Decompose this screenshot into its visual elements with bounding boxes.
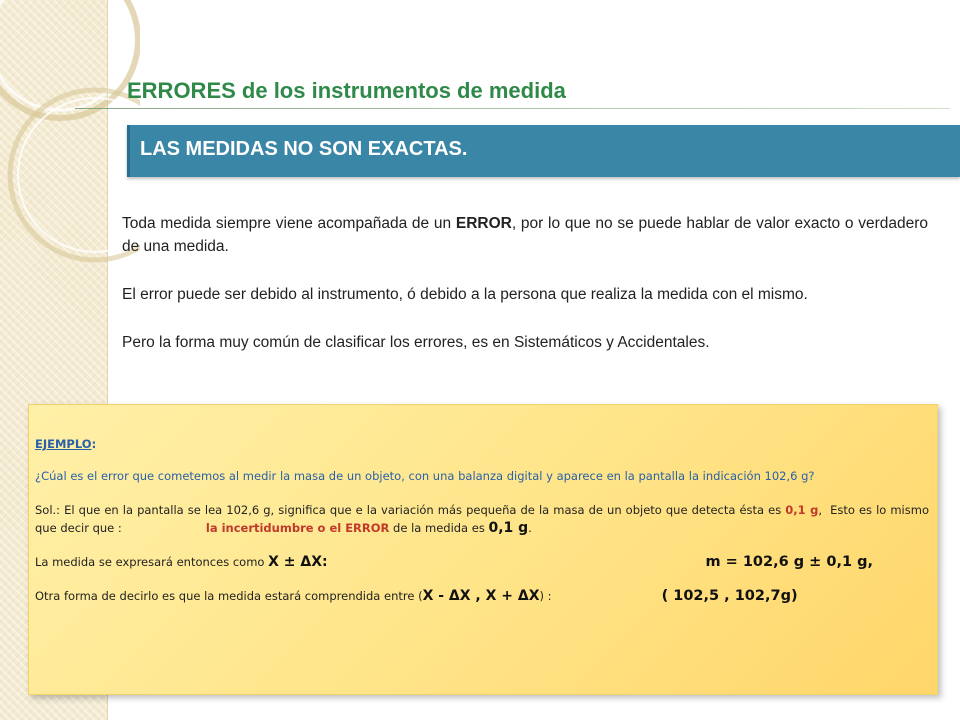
intro-text (122, 212, 928, 379)
decorative-swirls (0, 0, 140, 330)
example-range: Otra forma de decirlo es que la medida estará comprendida entre (X - ΔX , X + ΔX) : ( 102,5 , 102,7g) (35, 588, 798, 604)
intro-paragraph-1: Toda medida siempre viene acompañada de un ERROR, por lo que no se puede hablar de valor exacto o verdadero de una medida. (122, 215, 929, 255)
formula-result: m = 102,6 g ± 0,1 g, (705, 554, 873, 570)
example-formula: La medida se expresará entonces como X ± ΔX: m = 102,6 g ± 0,1 g, (35, 554, 873, 570)
example-heading: EJEMPLO: (35, 437, 97, 451)
error-keyword: ERROR (455, 215, 512, 232)
example-question: ¿Cúal es el error que cometemos al medir la masa de un objeto, con una balanza digital y aparece en la pantalla la indicación 102,6 g? (35, 469, 815, 483)
section-banner (127, 125, 960, 177)
example-box (28, 404, 938, 695)
range-result: ( 102,5 , 102,7g) (661, 588, 798, 604)
banner-text: LAS MEDIDAS NO SON EXACTAS. (140, 138, 468, 160)
intro-paragraph-2: El error puede ser debido al instrumento, ó debido a la persona que realiza la medida con el mismo. (122, 286, 808, 303)
title-divider (75, 108, 950, 109)
example-solution: Sol.: El que en la pantalla se lea 102,6 g, significa que e la variación más pequeña de la masa de un objeto que detecta ésta es 0,1 g, Esto es lo mismo que decir que : la incertidumbre o el ERROR de la medida es 0,1 g. (35, 503, 933, 536)
page-title: ERRORES de los instrumentos de medida (127, 78, 566, 103)
intro-paragraph-3: Pero la forma muy común de clasificar los errores, es en Sistemáticos y Accidentales. (122, 334, 710, 351)
